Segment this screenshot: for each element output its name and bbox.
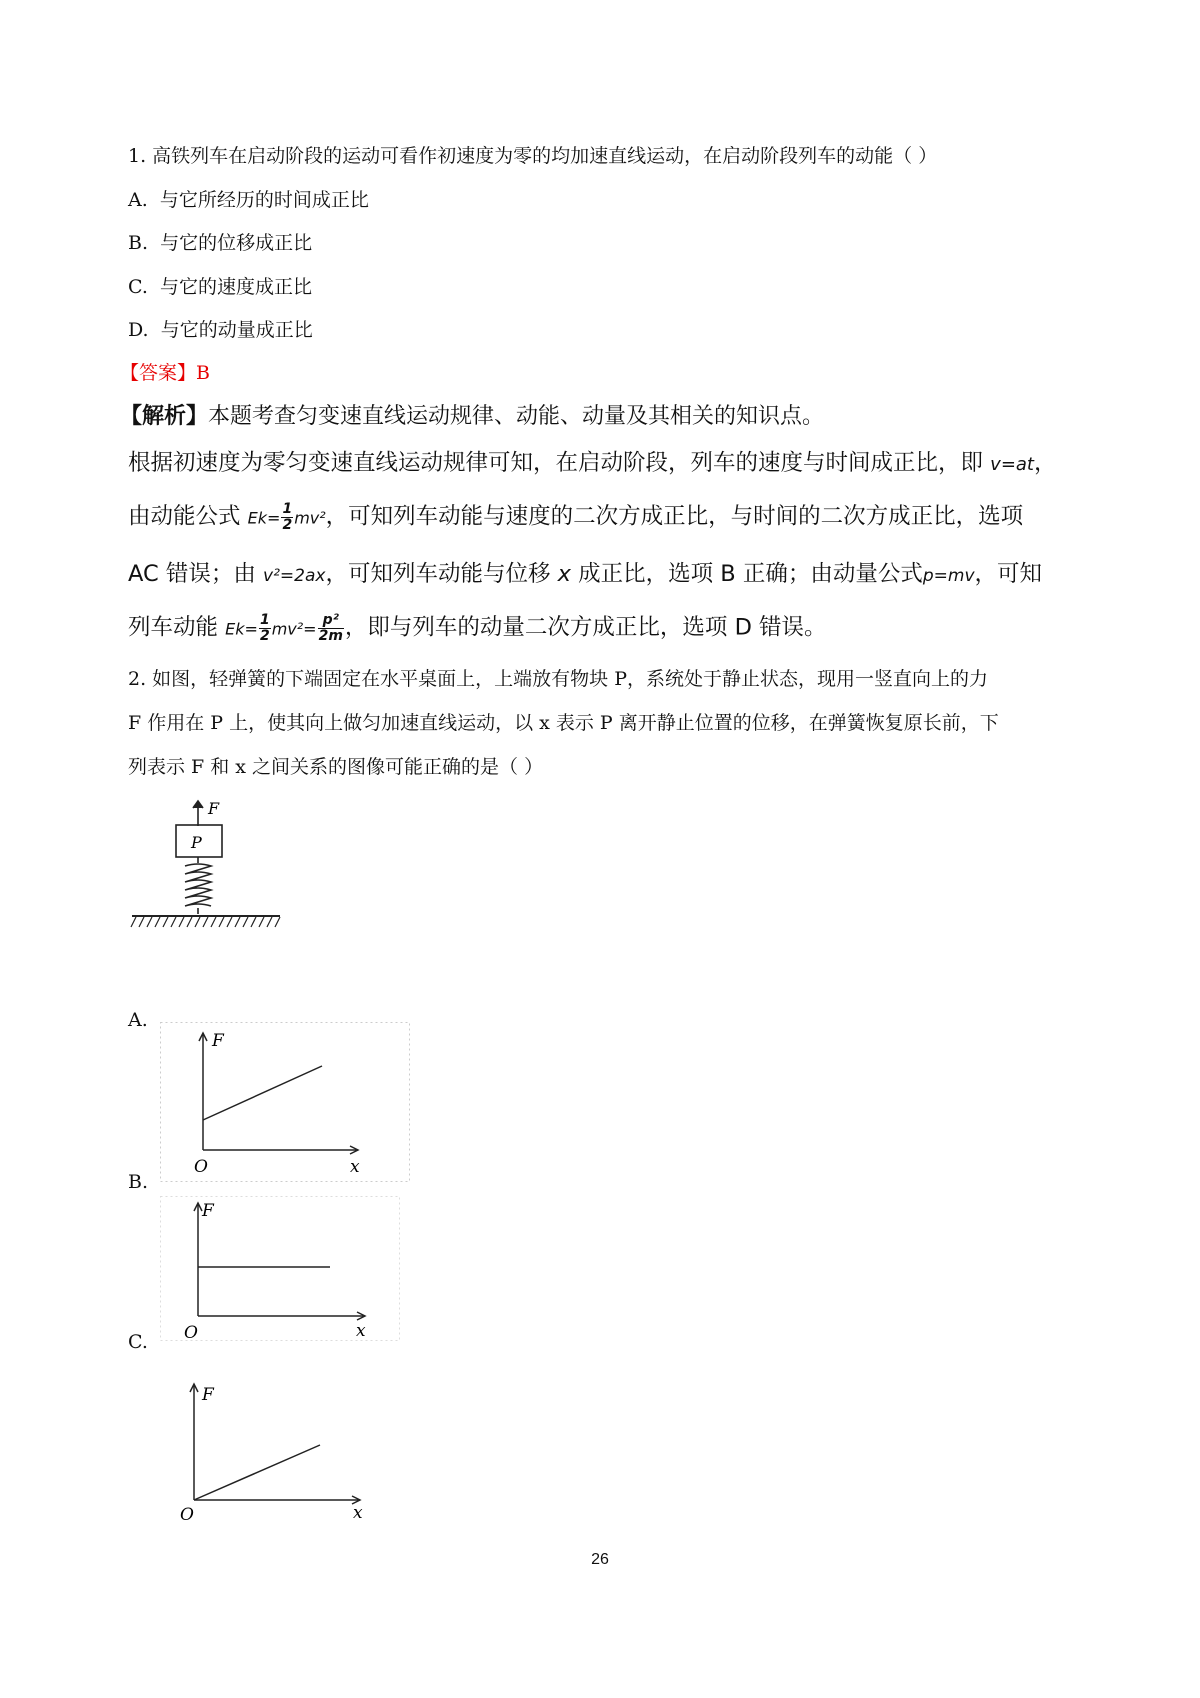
option-label: A.	[128, 189, 148, 211]
formula-p-mv: p=mv	[922, 566, 975, 586]
expl-text: 成正比，选项 B 正确；由动量公式	[578, 561, 923, 587]
frac-den: 2m	[318, 627, 343, 644]
fraction-half	[259, 613, 271, 643]
spring-block-figure	[130, 798, 290, 938]
option-label: B.	[128, 232, 149, 254]
analysis-intro: 本题考查匀变速直线运动规律、动能、动量及其相关的知识点。	[208, 404, 825, 429]
q2-stem-line-1: 2. 如图，轻弹簧的下端固定在水平桌面上，上端放有物块 P，系统处于静止状态，现用一竖直向上的力	[128, 668, 988, 690]
expl-text: ，可知	[974, 561, 1043, 587]
expl-text: ，即与列车的动量二次方成正比，选项 D 错误。	[344, 614, 827, 641]
formula-ek: Ek=	[247, 508, 281, 528]
frac-num: 1	[282, 501, 293, 517]
expl-text: 列车动能	[128, 614, 219, 641]
option-text: 与它所经历的时间成正比	[159, 189, 369, 211]
q1-option-a	[128, 191, 369, 210]
fraction-p2-2m	[318, 613, 344, 643]
q1-answer	[120, 364, 210, 383]
origin-label: O	[184, 1323, 198, 1341]
x-axis-label: x	[356, 1321, 366, 1341]
y-axis-label: F	[202, 1385, 214, 1405]
q2-option-c-graph	[160, 1370, 400, 1520]
expl-text: ，可知列车动能与速度的二次方成正比，与时间的二次方成正比，选项	[325, 503, 1024, 530]
x-axis-label: x	[350, 1157, 360, 1177]
q2-option-b-graph	[160, 1196, 400, 1341]
expl-text: ，可知列车动能与位移	[325, 561, 551, 587]
option-label: C.	[128, 276, 148, 298]
formula-ek: Ek=	[225, 619, 258, 639]
formula-v2-2ax: v²=2ax	[263, 566, 326, 586]
q2-option-a-label: A.	[128, 1009, 148, 1031]
x-axis-label: x	[353, 1503, 363, 1520]
force-label: F	[208, 799, 220, 818]
y-axis-label: F	[212, 1031, 224, 1051]
graph-line	[194, 1445, 320, 1500]
frac-num: 1	[259, 612, 270, 628]
expl-text: 根据初速度为零匀变速直线运动规律可知，在启动阶段，列车的速度与时间成正比，即	[128, 450, 984, 476]
formula-v-at: v=at	[990, 454, 1034, 475]
option-text: 与它的动量成正比	[160, 319, 313, 341]
q2-option-b-label: B.	[128, 1171, 149, 1193]
graph-line	[203, 1066, 322, 1120]
fraction-half	[281, 502, 293, 532]
q1-explanation-line-4	[128, 613, 827, 643]
symbol-x: x	[557, 561, 571, 587]
q2-option-a-graph	[160, 1022, 410, 1182]
spring-coil	[185, 864, 211, 906]
frac-num: p²	[318, 613, 344, 629]
q1-explanation-line-3	[128, 563, 1042, 586]
answer-value: B	[196, 362, 210, 384]
expl-text: 由动能公式	[128, 503, 241, 530]
q1-stem: 1. 高铁列车在启动阶段的运动可看作初速度为零的均加速直线运动，在启动阶段列车的动能（ ）	[128, 145, 938, 167]
option-text: 与它的速度成正比	[160, 276, 313, 298]
q1-option-c	[128, 278, 312, 297]
frac-den: 2	[282, 516, 293, 533]
arrow-head-icon	[193, 801, 203, 808]
page-number: 26	[591, 1551, 609, 1568]
origin-label: O	[180, 1505, 194, 1520]
formula-mv2: mv²	[294, 508, 326, 528]
q2-stem-line-2: F 作用在 P 上，使其向上做匀加速直线运动，以 x 表示 P 离开静止位置的位移，在弹簧恢复原长前，下	[128, 712, 999, 734]
answer-tag: 【答案】	[120, 362, 197, 384]
q1-option-d	[128, 321, 313, 340]
q1-analysis-heading	[120, 406, 824, 428]
y-axis-label: F	[202, 1201, 214, 1221]
origin-label: O	[194, 1157, 208, 1177]
q2-stem-line-3: 列表示 F 和 x 之间关系的图像可能正确的是（ ）	[128, 756, 544, 778]
formula-mv2: mv²=	[271, 619, 317, 639]
analysis-tag: 【解析】	[120, 404, 209, 429]
option-label: D.	[128, 319, 149, 341]
q2-option-c-label: C.	[128, 1331, 148, 1353]
q1-explanation-line-2	[128, 502, 1023, 532]
frac-den: 2	[259, 627, 270, 644]
q1-explanation-line-1: 根据初速度为零匀变速直线运动规律可知，在启动阶段，列车的速度与时间成正比，即 v=at，	[128, 450, 1057, 476]
block-label: P	[191, 833, 202, 852]
q1-option-b	[128, 234, 312, 253]
expl-text: AC 错误；由	[128, 561, 256, 587]
option-text: 与它的位移成正比	[160, 232, 313, 254]
